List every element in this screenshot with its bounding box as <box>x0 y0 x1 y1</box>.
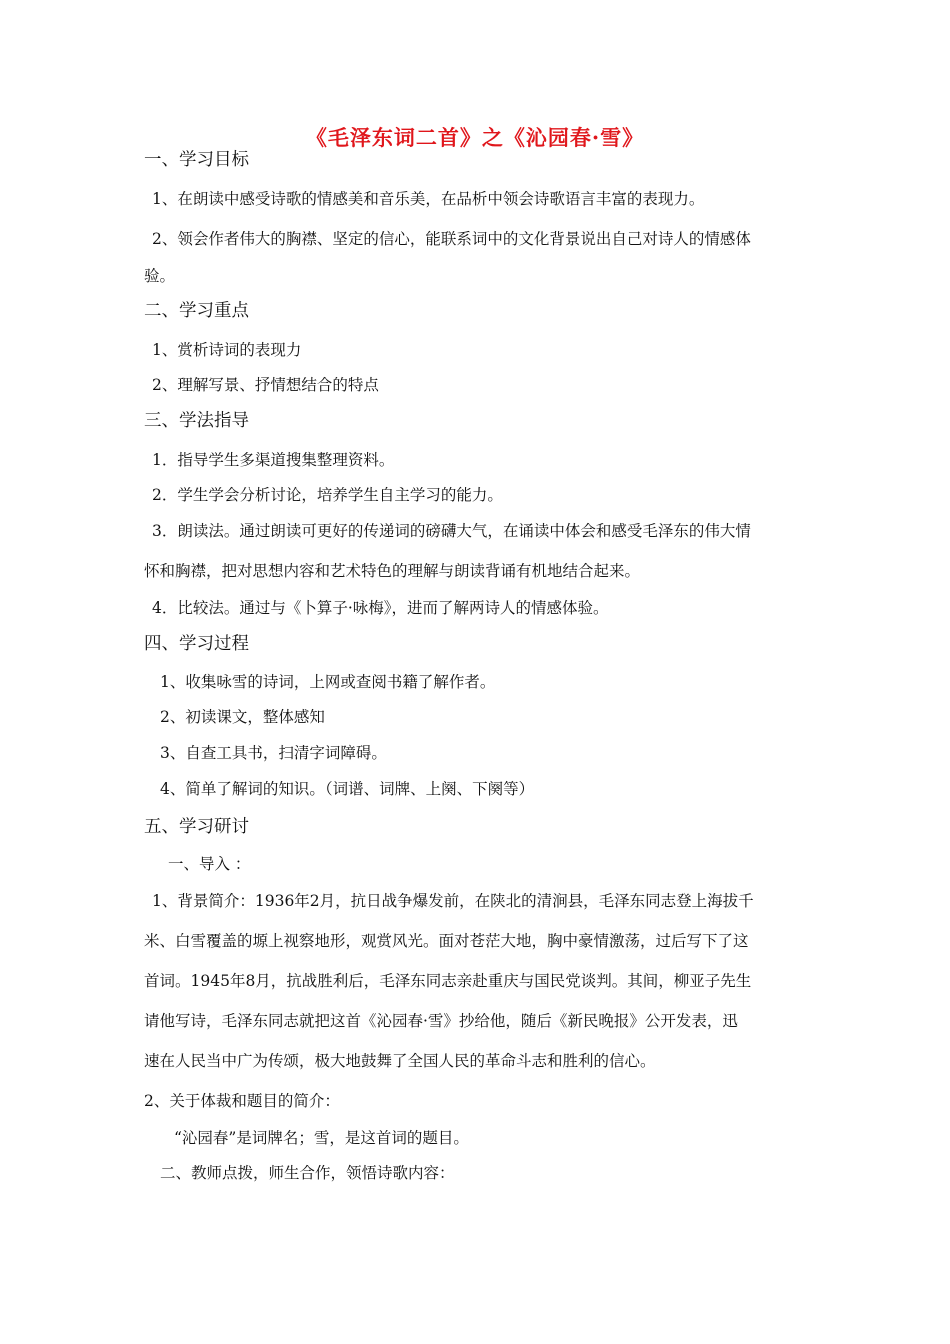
process-item-1: 1、收集咏雪的诗词，上网或查阅书籍了解作者。 <box>160 673 496 691</box>
heading-method-guide: 三、学法指导 <box>144 411 249 431</box>
background-line-3: 首词。1945年8月，抗战胜利后，毛泽东同志亲赴重庆与国民党谈判。其间，柳亚子先生 <box>144 972 752 990</box>
background-line-1: 1、背景简介：1936年2月，抗日战争爆发前，在陕北的清涧县，毛泽东同志登上海拔千 <box>152 892 754 910</box>
goal-item-1: 1、在朗读中感受诗歌的情感美和音乐美，在品析中领会诗歌语言丰富的表现力。 <box>152 190 705 208</box>
process-item-4: 4、简单了解词的知识。（词谱、词牌、上阕、下阕等） <box>160 780 535 798</box>
method-item-3: 3．朗读法。通过朗读可更好的传递词的磅礴大气，在诵读中体会和感受毛泽东的伟大情 <box>152 522 751 540</box>
key-point-2: 2、理解写景、抒情想结合的特点 <box>152 376 379 394</box>
goal-item-2: 2、领会作者伟大的胸襟、坚定的信心，能联系词中的文化背景说出自己对诗人的情感体 <box>152 230 751 248</box>
process-item-3: 3、自查工具书，扫清字词障碍。 <box>160 744 387 762</box>
background-line-4: 请他写诗，毛泽东同志就把这首《沁园春·雪》抄给他，随后《新民晚报》公开发表，迅 <box>144 1012 738 1030</box>
key-point-1: 1、赏析诗词的表现力 <box>152 341 302 359</box>
document-title: 《毛泽东词二首》之《沁园春·雪》 <box>305 125 645 150</box>
method-item-1: 1．指导学生多渠道搜集整理资料。 <box>152 451 395 469</box>
heading-key-points: 二、学习重点 <box>144 301 249 321</box>
subheading-teacher-guidance: 二、教师点拨，师生合作，领悟诗歌内容： <box>160 1164 455 1182</box>
genre-title: 2、关于体裁和题目的简介： <box>144 1092 340 1110</box>
goal-item-2-cont: 验。 <box>144 267 176 285</box>
background-line-2: 米、白雪覆盖的塬上视察地形，观赏风光。面对苍茫大地，胸中豪情激荡，过后写下了这 <box>144 932 749 950</box>
subheading-introduction: 一、导入 ： <box>168 855 251 873</box>
method-item-4: 4．比较法。通过与《卜算子·咏梅》，进而了解两诗人的情感体验。 <box>152 599 609 617</box>
method-item-2: 2．学生学会分析讨论，培养学生自主学习的能力。 <box>152 486 503 504</box>
background-line-5: 速在人民当中广为传颂，极大地鼓舞了全国人民的革命斗志和胜利的信心。 <box>144 1052 656 1070</box>
heading-learning-discussion: 五、学习研讨 <box>144 817 249 837</box>
genre-text: “沁园春”是词牌名；雪，是这首词的题目。 <box>174 1129 469 1147</box>
heading-learning-process: 四、学习过程 <box>144 634 249 654</box>
method-item-3-cont: 怀和胸襟，把对思想内容和艺术特色的理解与朗读背诵有机地结合起来。 <box>144 562 641 580</box>
heading-learning-goals: 一、学习目标 <box>144 150 249 170</box>
process-item-2: 2、初读课文，整体感知 <box>160 708 325 726</box>
